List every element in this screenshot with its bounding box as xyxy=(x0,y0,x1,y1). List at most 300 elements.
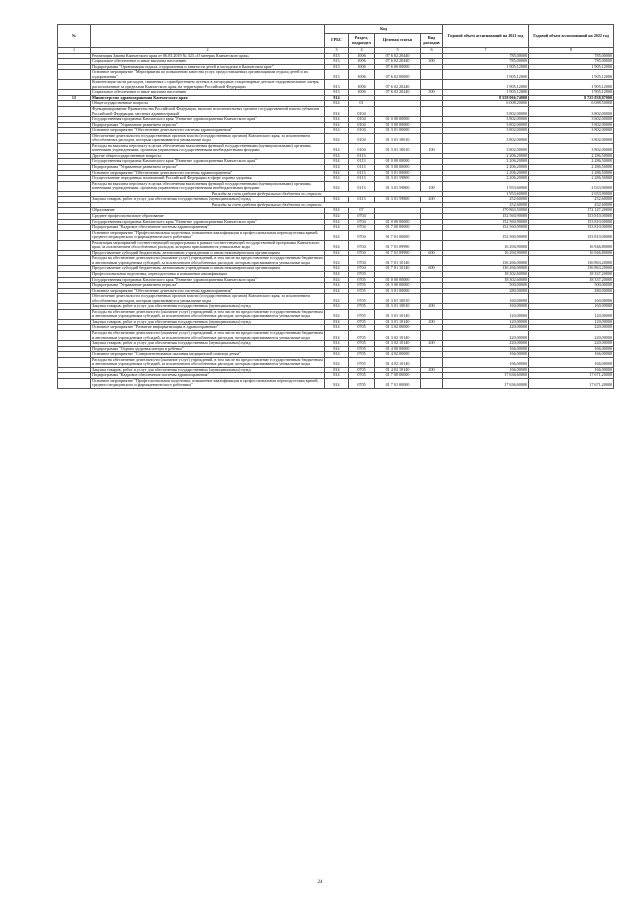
row-csr: 07 6 02 00000 xyxy=(375,70,421,80)
row-name: Подпрограмма "Организация отдыха, оздоровления и занятости детей и молодежи в Камчатском крае" xyxy=(91,64,325,70)
row-vr xyxy=(421,330,443,340)
row-name: Социальное обеспечение и иные выплаты населению xyxy=(91,90,325,96)
row-grbs: 814 xyxy=(325,128,349,134)
row-amount-2022: 6 088,50000 xyxy=(529,101,614,107)
row-amount-2022: 160,00000 xyxy=(529,294,614,304)
row-amount-2022: 785,00000 xyxy=(529,53,614,59)
row-grbs: 814 xyxy=(325,283,349,289)
row-razdel: 0705 xyxy=(349,304,375,310)
row-vr xyxy=(421,240,443,250)
row-amount-2022: 166,00000 xyxy=(529,367,614,373)
row-csr: 07 6 02 20240 xyxy=(375,80,421,90)
header-num: № xyxy=(58,25,91,48)
row-amount-2022: 120,00000 xyxy=(529,319,614,325)
row-num-cell xyxy=(58,240,91,250)
row-amount-2022: 166,00000 xyxy=(529,346,614,352)
row-grbs: 814 xyxy=(325,165,349,171)
row-csr: 01 3 01 10010 xyxy=(375,304,421,310)
row-amount-2022: 252,60000 xyxy=(529,197,614,203)
row-csr: 01 7 01 10140 xyxy=(375,266,421,272)
table-row xyxy=(58,240,614,250)
row-razdel: 0705 xyxy=(349,346,375,352)
row-amount-2022: 153 810,00000 xyxy=(529,230,614,240)
row-amount-2022: 2 286,50000 xyxy=(529,159,614,165)
row-name: Социальное обеспечение и иные выплаты населению xyxy=(91,59,325,65)
row-grbs: 814 xyxy=(325,225,349,231)
row-amount-2021: 6 008,20000 xyxy=(443,101,529,107)
row-amount-2021: 3 802,00000 xyxy=(443,128,529,134)
row-amount-2022: 2 033,90000 xyxy=(529,181,614,191)
row-amount-2021: 220,00000 xyxy=(443,325,529,331)
row-amount-2022: 2 033,90000 xyxy=(529,191,614,197)
row-razdel: 0705 xyxy=(349,341,375,347)
row-razdel: 0705 xyxy=(349,378,375,388)
row-grbs: 814 xyxy=(325,153,349,159)
row-amount-2022: 280,00000 xyxy=(529,288,614,294)
row-razdel: 0705 xyxy=(349,367,375,373)
row-csr: 01 4 02 10140 xyxy=(375,367,421,373)
row-amount-2022: 136 863,20000 xyxy=(529,266,614,272)
row-grbs: 814 xyxy=(325,230,349,240)
row-grbs: 814 xyxy=(325,277,349,283)
row-amount-2022: 2 286,50000 xyxy=(529,153,614,159)
row-name: Профессиональная подготовка, переподготовка и повышение квалификации xyxy=(91,271,325,277)
row-num-cell xyxy=(58,330,91,340)
row-razdel: 0113 xyxy=(349,159,375,165)
row-razdel: 0705 xyxy=(349,319,375,325)
row-razdel: 0705 xyxy=(349,271,375,277)
row-vr: 100 xyxy=(421,181,443,191)
row-razdel: 0113 xyxy=(349,170,375,176)
header-razdel: Раздел, подраздел xyxy=(349,34,375,48)
row-num-cell: 12 xyxy=(58,95,91,101)
row-num-cell xyxy=(58,70,91,80)
row-amount-2021: 166,00000 xyxy=(443,352,529,358)
row-grbs: 813 xyxy=(325,53,349,59)
row-razdel: 0104 xyxy=(349,107,375,117)
colnum: 8 xyxy=(529,48,614,54)
row-grbs: 814 xyxy=(325,256,349,266)
row-csr: 07 6 02 20440 xyxy=(375,59,421,65)
row-name: Расходы на обеспечение деятельности (оказание услуг) учреждений, в том числе на предоставление государственным бюджетным и автономным учреждениям субсидий, за исключением обособленных расходов, которым присваиваются уникальные коды xyxy=(92,309,323,319)
row-name: Предоставление субсидий бюджетным, автономным учреждениям и иным некоммерческим организациям xyxy=(91,250,325,256)
row-csr: 01 7 01 00000 xyxy=(375,230,421,240)
row-amount-2022: 220,00000 xyxy=(529,325,614,331)
row-razdel: 0113 xyxy=(349,165,375,171)
row-amount-2022: 2 286,50000 xyxy=(529,165,614,171)
row-vr xyxy=(421,256,443,266)
row-csr: 01 3 00 00000 xyxy=(375,122,421,128)
row-name: Функционирование Правительства Российской Федерации, высших исполнительных органов государственной власти субъектов Российской Федерации, местных администраций xyxy=(91,107,325,117)
colnum: 5 xyxy=(375,48,421,54)
row-grbs: 814 xyxy=(325,294,349,304)
row-amount-2021: 120,00000 xyxy=(443,309,529,319)
row-csr: 01 7 00 00000 xyxy=(375,225,421,231)
row-vr xyxy=(421,133,443,143)
row-amount-2021: 18 302,60000 xyxy=(443,277,529,283)
row-grbs: 814 xyxy=(325,133,349,143)
row-grbs: 813 xyxy=(325,59,349,65)
row-amount-2022: 136 863,20000 xyxy=(529,256,614,266)
colnum: 2 xyxy=(91,48,325,54)
row-csr: 01 4 02 10140 xyxy=(375,357,421,367)
row-name: Реализация Закона Камчатского края от 06.05.2019 № 323 «О матерях Камчатского края» xyxy=(91,53,325,59)
page-number: 24 xyxy=(317,880,323,885)
row-razdel: 1006 xyxy=(349,90,375,96)
row-amount-2021: 160,00000 xyxy=(443,304,529,310)
row-razdel: 0113 xyxy=(349,197,375,203)
table-row xyxy=(58,143,614,153)
row-razdel: 0704 xyxy=(349,256,375,266)
row-csr: 07 6 02 20240 xyxy=(375,90,421,96)
row-vr: 200 xyxy=(421,341,443,347)
row-amount-2022: 2 286,50000 xyxy=(529,176,614,182)
row-csr: 01 3 01 59800 xyxy=(375,176,421,182)
row-amount-2021: 152 560,90000 xyxy=(443,230,529,240)
row-csr: 01 3 01 00000 xyxy=(375,128,421,134)
row-csr: 01 0 00 00000 xyxy=(375,117,421,123)
row-name: Закупка товаров, работ и услуг для обеспечения государственных (муниципальных) нужд xyxy=(91,197,325,203)
row-num-cell xyxy=(58,294,91,304)
row-amount-2021: 166,00000 xyxy=(443,357,529,367)
row-grbs: 814 xyxy=(325,107,349,117)
row-amount-2021: 2 206,20000 xyxy=(443,165,529,171)
table-row xyxy=(58,107,614,117)
table-row xyxy=(58,70,614,80)
row-amount-2022: 1 905,12000 xyxy=(529,80,614,90)
row-amount-2021: 220,00000 xyxy=(443,341,529,347)
row-amount-2022: 3 802,00000 xyxy=(529,128,614,134)
table-row xyxy=(58,256,614,266)
row-amount-2021: 17 636,60000 xyxy=(443,378,529,388)
row-csr: 01 3 01 10010 xyxy=(375,133,421,143)
row-grbs: 814 xyxy=(325,159,349,165)
row-csr: 01 3 02 10140 xyxy=(375,341,421,347)
row-amount-2021: 3 802,00000 xyxy=(443,143,529,153)
table-row xyxy=(58,181,614,191)
row-csr: 01 7 01 09990 xyxy=(375,250,421,256)
row-name: Обеспечение деятельности государственных органов власти (государственных органов) Камчатского края, за исключением обособленных расходов, которым присваиваются уникальные коды xyxy=(91,294,325,304)
row-amount-2022: 1 905,12000 xyxy=(529,90,614,96)
row-name: Подпрограмма "Охрана здоровья матери и ребенка" xyxy=(91,346,325,352)
row-vr: 200 xyxy=(421,197,443,203)
row-vr xyxy=(421,378,443,388)
row-vr xyxy=(421,80,443,90)
row-razdel: 0705 xyxy=(349,294,375,304)
colnum: 4 xyxy=(349,48,375,54)
colnum: 1 xyxy=(58,48,91,54)
row-amount-2022: 153 810,00000 xyxy=(529,213,614,219)
table-row xyxy=(58,378,614,388)
row-razdel: 0104 xyxy=(349,128,375,134)
row-name: Расходы на обеспечение деятельности (оказание услуг) учреждений, в том числе на предоставление государственным бюджетным и автономным учреждениям субсидий, за исключением обособленных расходов, которым присваиваются уникальные коды xyxy=(92,330,323,340)
row-name: Предоставление субсидий бюджетным, автономным учреждениям и иным некоммерческим организациям xyxy=(91,266,325,272)
row-amount-2022: 153 810,00000 xyxy=(529,219,614,225)
row-name: Закупка товаров, работ и услуг для обеспечения государственных (муниципальных) нужд xyxy=(91,304,325,310)
row-amount-2022: 3 802,00000 xyxy=(529,143,614,153)
row-csr: 07 6 00 00000 xyxy=(375,64,421,70)
row-amount-2022: 17 671,20000 xyxy=(529,378,614,388)
row-amount-2022: 120,00000 xyxy=(529,309,614,319)
row-amount-2021: 3 802,00000 xyxy=(443,117,529,123)
row-grbs: 813 xyxy=(325,80,349,90)
row-razdel: 1006 xyxy=(349,64,375,70)
row-amount-2022: 3 802,00000 xyxy=(529,117,614,123)
row-csr: 01 3 00 00000 xyxy=(375,283,421,289)
row-note: Расходы за счет средств федерального бюджета по отрасли xyxy=(91,202,443,208)
row-amount-2022: 166,00000 xyxy=(529,357,614,367)
row-csr: 01 3 02 00000 xyxy=(375,325,421,331)
row-grbs: 814 xyxy=(325,240,349,250)
row-grbs: 814 xyxy=(325,266,349,272)
row-razdel: 0104 xyxy=(349,133,375,143)
row-grbs: 814 xyxy=(325,325,349,331)
row-grbs: 814 xyxy=(325,271,349,277)
row-vr xyxy=(421,357,443,367)
colnum: 7 xyxy=(443,48,529,54)
row-name: Подпрограмма "Управление развитием отрасли" xyxy=(91,165,325,171)
row-razdel: 1006 xyxy=(349,53,375,59)
row-amount-2021: 1 905,12000 xyxy=(443,70,529,80)
row-vr xyxy=(421,70,443,80)
row-grbs: 814 xyxy=(325,288,349,294)
row-vr: 200 xyxy=(421,319,443,325)
row-amount-2022: 166,00000 xyxy=(529,352,614,358)
row-grbs: 814 xyxy=(325,304,349,310)
row-name: Закупка товаров, работ и услуг для обеспечения государственных (муниципальных) нужд xyxy=(91,319,325,325)
row-amount-2022: 220,00000 xyxy=(529,341,614,347)
row-razdel: 0113 xyxy=(349,176,375,182)
row-note: Расходы за счет средств федерального бюджета по отрасли xyxy=(91,191,443,197)
row-razdel: 0704 xyxy=(349,230,375,240)
row-amount-2022: 1 905,12000 xyxy=(529,70,614,80)
budget-table xyxy=(57,24,614,389)
row-razdel: 0705 xyxy=(349,325,375,331)
row-amount-2021: 152 560,90000 xyxy=(443,219,529,225)
row-amount-2021: 500,00000 xyxy=(443,283,529,289)
row-name: Подпрограмма "Кадровое обеспечение системы здравоохранения" xyxy=(91,373,325,379)
row-csr: 01 0 00 00000 xyxy=(375,277,421,283)
row-name: Государственная программа Камчатского края "Развитие здравоохранения Камчатского края" xyxy=(91,219,325,225)
row-amount-2021: 220,00000 xyxy=(443,330,529,340)
row-grbs: 814 xyxy=(325,330,349,340)
row-amount-2022: 172 147,20000 xyxy=(529,208,614,214)
row-vr: 100 xyxy=(421,143,443,153)
row-grbs: 814 xyxy=(325,357,349,367)
row-num-cell xyxy=(58,378,91,388)
row-amount-2021: 1 905,12000 xyxy=(443,90,529,96)
row-amount-2021: 152 560,90000 xyxy=(443,225,529,231)
row-vr: 200 xyxy=(421,304,443,310)
row-vr xyxy=(421,294,443,304)
row-amount-2022: 785,00000 xyxy=(529,59,614,65)
header-name xyxy=(91,25,325,48)
row-csr: 01 0 00 00000 xyxy=(375,219,421,225)
row-name: Основное мероприятие "Обеспечение деятельности системы здравоохранения" xyxy=(91,128,325,134)
row-name: Расходы на обеспечение деятельности (оказание услуг) учреждений, в том числе на предоставление государственным бюджетным и автономным учреждениям субсидий, за исключением обособленных расходов, которым присваиваются уникальные коды xyxy=(92,357,323,367)
row-amount-2021: 166,00000 xyxy=(443,367,529,373)
row-csr: 01 3 01 00000 xyxy=(375,288,421,294)
row-name: Основное мероприятие "Профессиональная подготовка, повышение квалификации и профессиональная переподготовка врачей, среднего медицинского и фармацевтического работника" xyxy=(91,378,325,388)
row-amount-2021: 252,60000 xyxy=(443,197,529,203)
row-name: Закупка товаров, работ и услуг для обеспечения государственных (муниципальных) нужд xyxy=(91,367,325,373)
row-amount-2022: 16 946,80000 xyxy=(529,240,614,250)
row-amount-2021: 120,00000 xyxy=(443,319,529,325)
row-name: Среднее профессиональное образование xyxy=(91,213,325,219)
row-name: Основное мероприятие "Совершенствование оказания медицинской помощи детям" xyxy=(91,352,325,358)
row-csr: 01 7 01 09990 xyxy=(375,240,421,250)
row-grbs: 814 xyxy=(325,250,349,256)
row-razdel: 0705 xyxy=(349,357,375,367)
header-code-group: Код xyxy=(325,25,443,34)
header-year-2022: Годовой объем ассигнований на 2022 год xyxy=(529,25,614,48)
row-amount-2022: 3 802,00000 xyxy=(529,107,614,117)
row-grbs: 814 xyxy=(325,170,349,176)
row-amount-2021: 252,60000 xyxy=(443,202,529,208)
row-amount-2021: 136 266,00000 xyxy=(443,266,529,272)
row-amount-2021: 166,00000 xyxy=(443,346,529,352)
row-grbs: 814 xyxy=(325,341,349,347)
row-grbs: 814 xyxy=(325,117,349,123)
row-amount-2021: 2 206,20000 xyxy=(443,170,529,176)
row-grbs: 814 xyxy=(325,352,349,358)
row-razdel: 0705 xyxy=(349,288,375,294)
row-vr: 600 xyxy=(421,250,443,256)
row-grbs: 814 xyxy=(325,181,349,191)
row-vr: 600 xyxy=(421,266,443,272)
row-razdel: 0705 xyxy=(349,373,375,379)
table-row xyxy=(58,80,614,90)
row-name: Расходы на выплаты персоналу в целях обеспечения выполнения функций государственными (муниципальными) органами, казенными учреждениями, органами управления государственными внебюджетными фондами xyxy=(91,181,325,191)
row-razdel: 0705 xyxy=(349,352,375,358)
row-name: Расходы на выплаты персоналу в целях обеспечения выполнения функций государственными (муниципальными) органами, казенными учреждениями, органами управления государственными внебюджетными фондами xyxy=(91,143,325,153)
row-amount-2022: 3 802,00000 xyxy=(529,122,614,128)
row-razdel: 1006 xyxy=(349,80,375,90)
row-amount-2021: 160,00000 xyxy=(443,294,529,304)
row-grbs: 814 xyxy=(325,367,349,373)
row-num-cell xyxy=(58,143,91,153)
row-grbs: 814 xyxy=(325,309,349,319)
row-amount-2021: 1 953,60000 xyxy=(443,181,529,191)
row-amount-2021: 3 802,00000 xyxy=(443,107,529,117)
row-razdel: 07 xyxy=(349,208,375,214)
row-amount-2022: 160,00000 xyxy=(529,304,614,310)
row-name: Другие общегосударственные вопросы xyxy=(91,153,325,159)
row-csr: 01 3 01 00000 xyxy=(375,170,421,176)
row-amount-2021: 3 802,00000 xyxy=(443,122,529,128)
row-name: Основное мероприятие "Обеспечение деятельности системы здравоохранения" xyxy=(91,170,325,176)
row-amount-2021: 16 294,90000 xyxy=(443,240,529,250)
row-num-cell xyxy=(58,80,91,90)
row-amount-2021: 1 953,60000 xyxy=(443,191,529,197)
row-csr: 01 3 01 10010 xyxy=(375,143,421,153)
table-row xyxy=(58,294,614,304)
row-name: Основное мероприятие "Мероприятия по повышению качества услуг, предоставляемых организациями отдыха детей и их оздоровления" xyxy=(91,70,325,80)
row-vr xyxy=(421,107,443,117)
row-vr: 300 xyxy=(421,59,443,65)
row-name: Министерство здравоохранения Камчатского края xyxy=(91,95,325,101)
row-name: Обеспечение деятельности государственных органов власти (государственных органов) Камчатского края, за исключением обособленных расходов, которым присваиваются уникальные коды xyxy=(91,133,325,143)
row-razdel: 0705 xyxy=(349,309,375,319)
row-amount-2021: 2 206,20000 xyxy=(443,176,529,182)
row-csr: 01 3 01 10010 xyxy=(375,294,421,304)
table-row xyxy=(58,230,614,240)
row-name: Основное мероприятие "Обеспечение деятельности системы здравоохранения" xyxy=(91,288,325,294)
row-grbs: 814 xyxy=(325,95,349,101)
row-amount-2021: 16 294,90000 xyxy=(443,250,529,256)
row-amount-2022: 153 810,00000 xyxy=(529,225,614,231)
header-grbs: ГРБС xyxy=(325,34,349,48)
row-amount-2021: 2 206,20000 xyxy=(443,153,529,159)
row-csr: 01 7 01 10140 xyxy=(375,256,421,266)
row-razdel: 01 xyxy=(349,101,375,107)
row-name: Государственная программа Камчатского края "Развитие здравоохранения Камчатского края" xyxy=(91,117,325,123)
row-razdel: 0704 xyxy=(349,219,375,225)
row-grbs: 814 xyxy=(325,373,349,379)
row-name: Реализация мероприятий соответствующей подпрограммы в рамках соответствующей государственной программы Камчатского края, за исключением обособленных расходов, которым присваиваются уникальные коды xyxy=(91,240,325,250)
row-amount-2021: 18 302,60000 xyxy=(443,271,529,277)
row-name: Подпрограмма "Управление развитием отрасли" xyxy=(91,283,325,289)
row-grbs: 813 xyxy=(325,64,349,70)
row-amount-2021: 280,00000 xyxy=(443,288,529,294)
row-csr: 01 3 00 00000 xyxy=(375,165,421,171)
row-name: Подпрограмма "Управление развитием отрасли" xyxy=(91,122,325,128)
row-amount-2022: 252,60000 xyxy=(529,202,614,208)
row-csr: 01 7 00 00000 xyxy=(375,373,421,379)
row-csr: 01 0 00 00000 xyxy=(375,159,421,165)
row-csr: 01 4 00 00000 xyxy=(375,346,421,352)
colnum: 6 xyxy=(421,48,443,54)
row-name: Компенсация части расходов, связанных с приобретением путевок в загородные стационарные детские оздоровительные лагеря, расположенные за пределами Камчатского края, на территории Российской Федерации xyxy=(91,80,325,90)
row-grbs: 814 xyxy=(325,208,349,214)
row-razdel: 0704 xyxy=(349,240,375,250)
row-csr: 07 6 02 20440 xyxy=(375,53,421,59)
row-name: Государственная программа Камчатского края "Развитие здравоохранения Камчатского края" xyxy=(91,277,325,283)
row-grbs: 813 xyxy=(325,70,349,80)
row-razdel: 0705 xyxy=(349,283,375,289)
row-num-cell xyxy=(58,309,91,319)
row-razdel: 0704 xyxy=(349,266,375,272)
row-name: Осуществление переданных полномочий Российской Федерации в сфере охраны здоровья xyxy=(91,176,325,182)
row-num-cell xyxy=(58,230,91,240)
row-vr xyxy=(421,230,443,240)
row-grbs: 814 xyxy=(325,378,349,388)
row-csr: 01 3 01 10140 xyxy=(375,309,421,319)
row-grbs: 814 xyxy=(325,346,349,352)
row-grbs: 814 xyxy=(325,219,349,225)
row-razdel: 0705 xyxy=(349,330,375,340)
row-amount-2021: 785,00000 xyxy=(443,59,529,65)
row-name: Образование xyxy=(91,208,325,214)
row-vr xyxy=(421,309,443,319)
row-grbs: 814 xyxy=(325,122,349,128)
row-grbs: 813 xyxy=(325,90,349,96)
row-amount-2021: 1 905,12000 xyxy=(443,64,529,70)
row-csr: 01 3 01 59800 xyxy=(375,197,421,203)
row-vr: 200 xyxy=(421,367,443,373)
row-razdel: 0704 xyxy=(349,213,375,219)
row-amount-2021: 17 636,60000 xyxy=(443,373,529,379)
row-grbs: 814 xyxy=(325,213,349,219)
row-razdel: 1006 xyxy=(349,70,375,80)
header-vr: Вид расходов xyxy=(421,34,443,48)
row-amount-2022: 8 725 838,87000 xyxy=(529,95,614,101)
row-csr: 01 7 01 00000 xyxy=(375,378,421,388)
row-name: Закупка товаров, работ и услуг для обеспечения государственных (муниципальных) нужд xyxy=(91,341,325,347)
row-amount-2022: 220,00000 xyxy=(529,330,614,340)
row-razdel: 0104 xyxy=(349,122,375,128)
row-razdel: 0104 xyxy=(349,143,375,153)
